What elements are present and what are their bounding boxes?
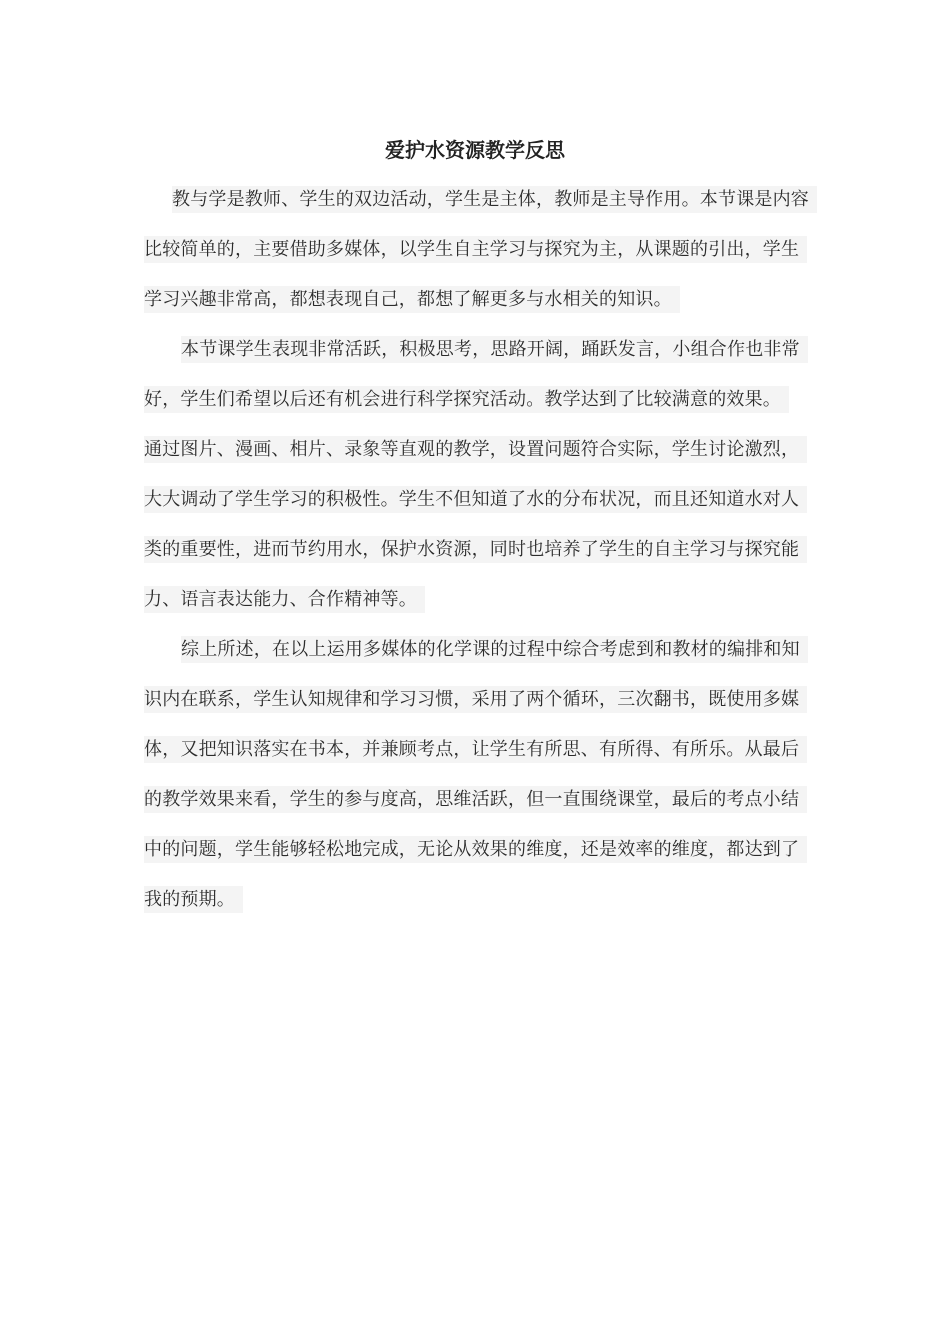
paragraph-3-text: 通过图片、漫画、相片、录象等直观的教学，设置问题符合实际，学生讨论激烈，大大调动了学生学习的积极性。学生不但知道了水的分布状况，而且还知道水对人类的重要性，进而节约用水，保护水资源，同时也培养了学生的自主学习与探究能力、语言表达能力、合作精神等。: [144, 436, 807, 613]
paragraph-3: [144, 425, 814, 625]
document-title: 爱护水资源教学反思: [385, 138, 565, 162]
paragraph-4: [144, 625, 814, 925]
paragraph-4-text: 综上所述，在以上运用多媒体的化学课的过程中综合考虑到和教材的编排和知识内在联系，学生认知规律和学习习惯，采用了两个循环，三次翻书，既使用多媒体，又把知识落实在书本，并兼顾考点，让学生有所思、有所得、有所乐。从最后的教学效果来看，学生的参与度高，思维活跃，但一直围绕课堂，最后的考点小结中的问题，学生能够轻松地完成，无论从效果的维度，还是效率的维度，都达到了我的预期。: [144, 636, 808, 913]
paragraph-2: [144, 325, 814, 425]
document-body: [144, 175, 814, 925]
paragraph-1: [144, 175, 814, 325]
paragraph-1-text: 教与学是教师、学生的双边活动，学生是主体，教师是主导作用。本节课是内容比较简单的，主要借助多媒体，以学生自主学习与探究为主，从课题的引出，学生学习兴趣非常高，都想表现自己，都想了解更多与水相关的知识。: [144, 186, 817, 313]
paragraph-2-text: 本节课学生表现非常活跃，积极思考，思路开阔，踊跃发言，小组合作也非常好，学生们希望以后还有机会进行科学探究活动。教学达到了比较满意的效果。: [144, 336, 808, 413]
